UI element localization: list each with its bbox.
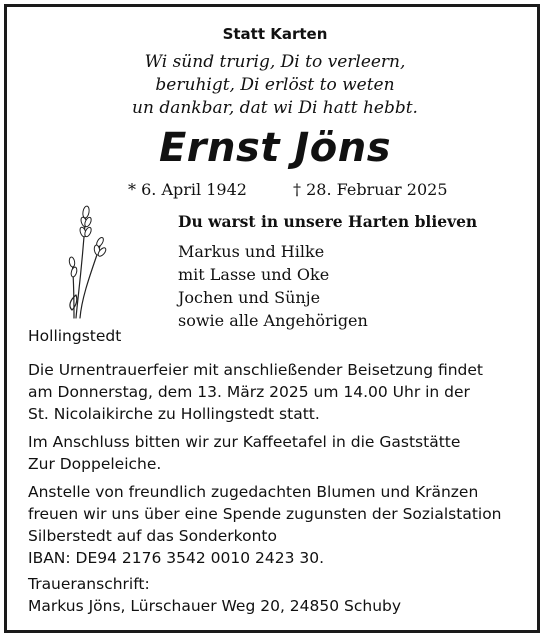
donation-text: Silberstedt auf das Sonderkonto — [28, 527, 277, 545]
mourner-line: Markus und Hilke — [178, 242, 325, 261]
funeral-text: am Donnerstag, dem 13. März 2025 um 14.00 Uhr in der — [28, 383, 470, 401]
place-name: Hollingstedt — [28, 327, 122, 345]
mourner-line: sowie alle Angehörigen — [178, 311, 368, 330]
coffee-text: Im Anschluss bitten wir zur Kaffeetafel in die Gaststätte — [28, 433, 461, 451]
motto: Du warst in unsere Harten blieven — [178, 212, 478, 231]
death-date: † 28. Februar 2025 — [293, 180, 448, 199]
funeral-text: Die Urnentrauerfeier mit anschließender Beisetzung findet — [28, 361, 484, 379]
deceased-name: Ernst Jöns — [158, 125, 392, 171]
address-text: Markus Jöns, Lürschauer Weg 20, 24850 Schuby — [28, 597, 402, 615]
coffee-text: Zur Doppeleiche. — [28, 455, 162, 473]
donation-text: freuen wir uns über eine Spende zugunsten der Sozialstation — [28, 505, 502, 523]
iban-text: IBAN: DE94 2176 3542 0010 2423 30. — [28, 549, 325, 567]
wheat-ears-icon — [62, 200, 112, 320]
verse-line-3: un dankbar, dat wi Di hatt hebbt. — [132, 98, 418, 118]
funeral-text: St. Nicolaikirche zu Hollingstedt statt. — [28, 405, 320, 423]
mourner-line: Jochen und Sünje — [178, 288, 321, 307]
address-label: Traueranschrift: — [28, 575, 150, 593]
verse-line-2: beruhigt, Di erlöst to weten — [155, 75, 395, 95]
header-statt-karten: Statt Karten — [222, 25, 328, 43]
mourner-line: mit Lasse und Oke — [178, 265, 330, 284]
verse-line-1: Wi sünd trurig, Di to verleern, — [144, 52, 406, 72]
donation-text: Anstelle von freundlich zugedachten Blumen und Kränzen — [28, 483, 479, 501]
birth-date: * 6. April 1942 — [128, 180, 247, 199]
